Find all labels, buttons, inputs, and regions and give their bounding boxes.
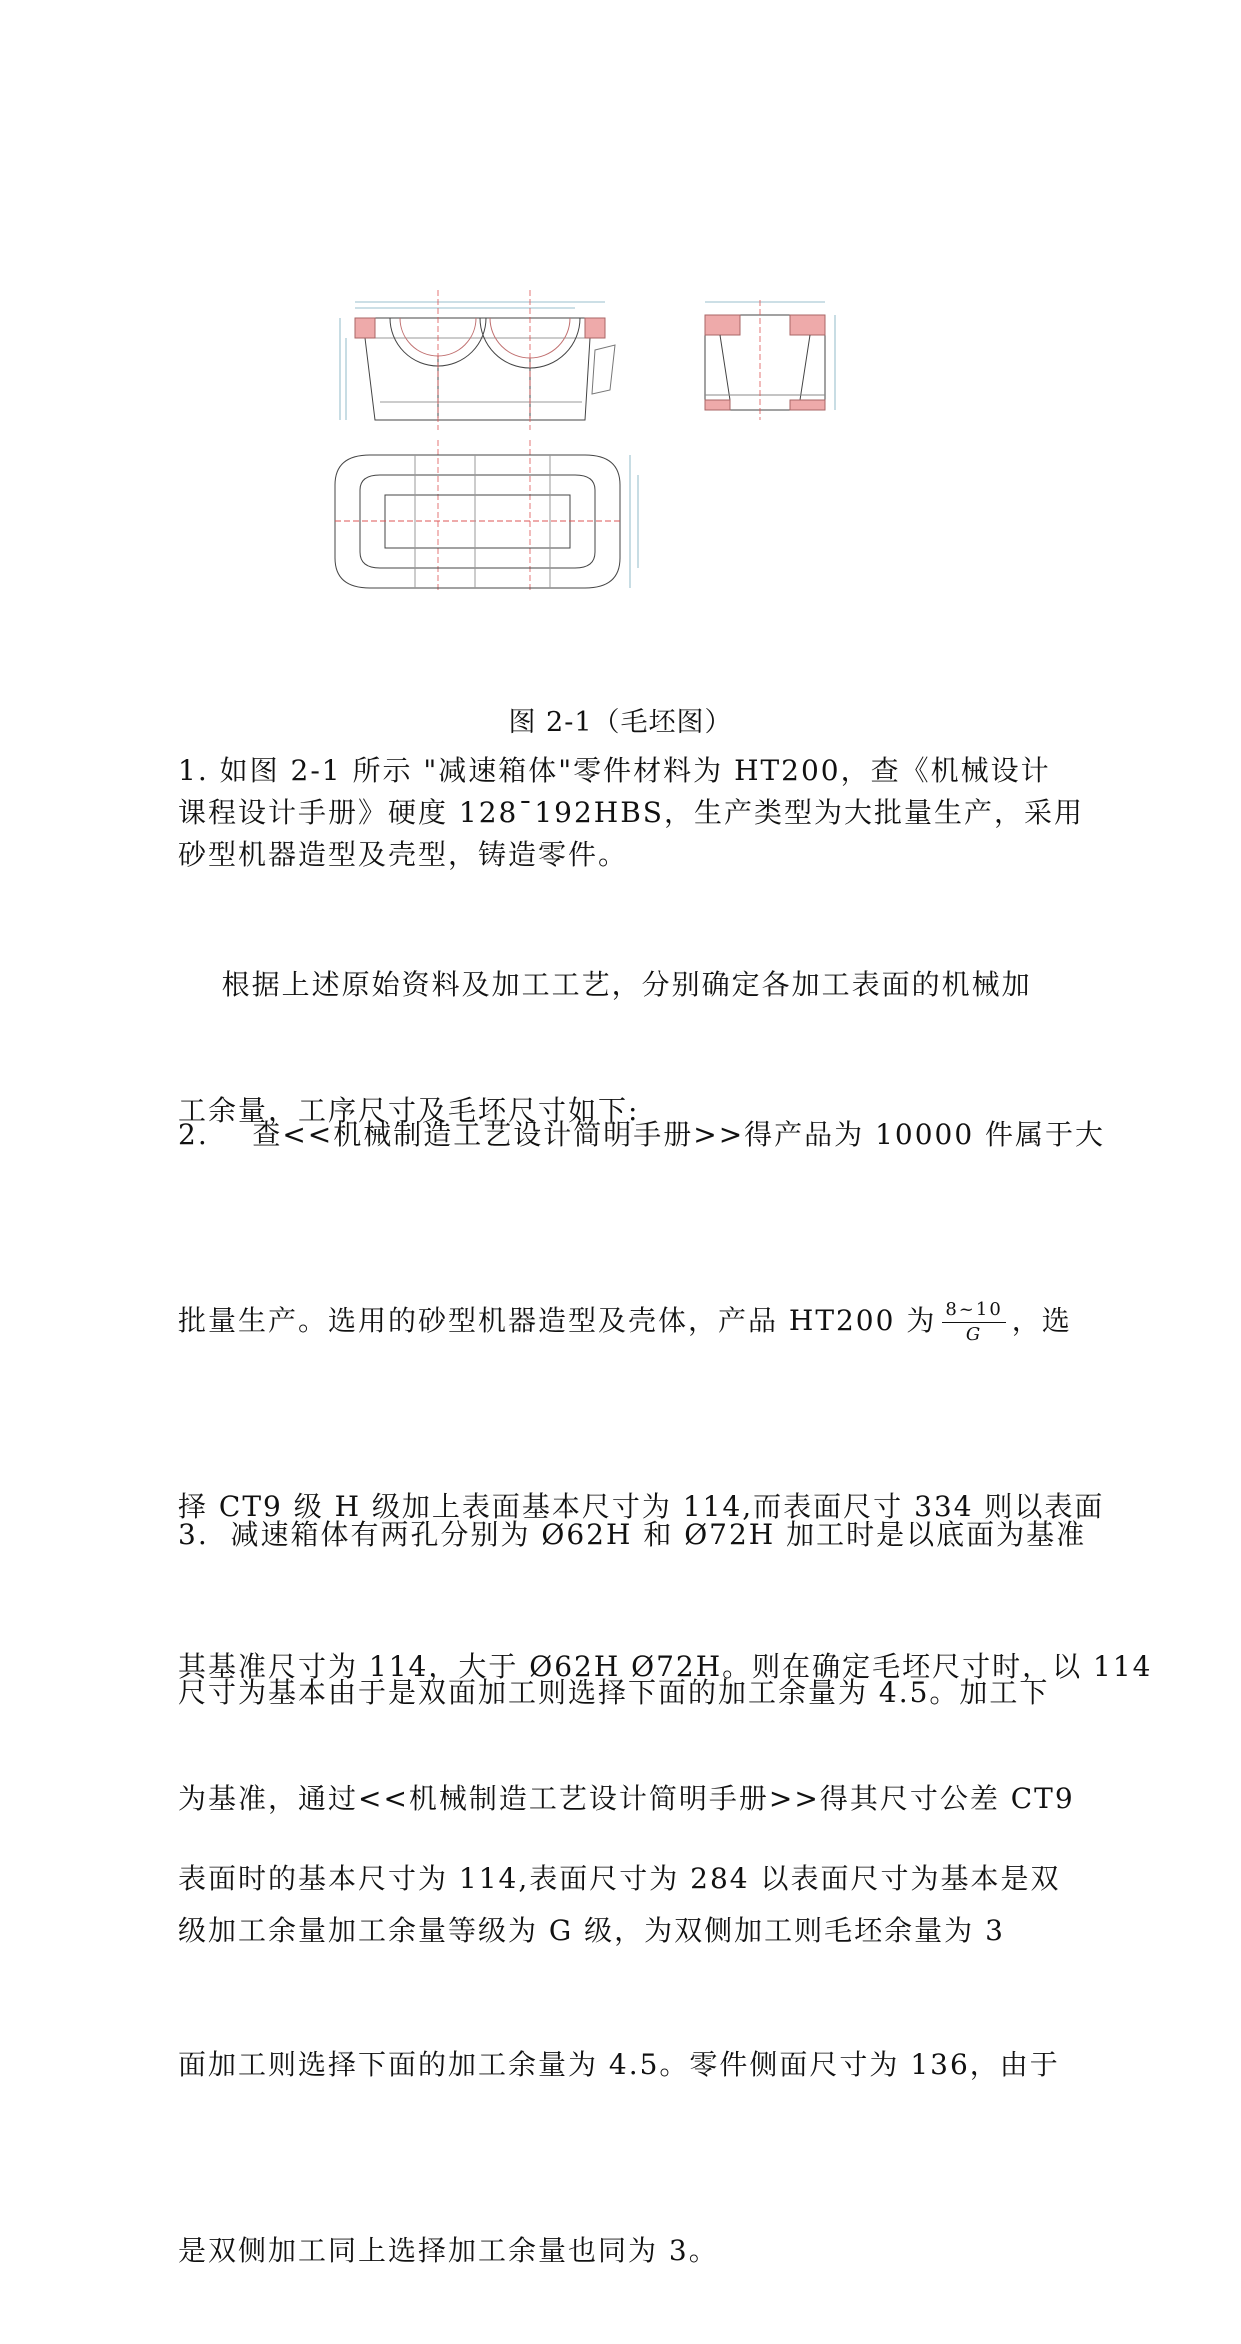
text-segment: ，选 [1011, 1304, 1072, 1337]
text-line: 表面时的基本尺寸为 114,表面尺寸为 284 以表面尺寸为基本是双 [178, 1862, 1061, 1895]
text-line: 砂型机器造型及壳型，铸造零件。 [178, 838, 629, 871]
top-view [335, 455, 620, 588]
side-view [705, 315, 825, 410]
text-line: 级加工余量加工余量等级为 G 级，为双侧加工则毛坯余量为 3 [178, 1914, 1005, 1947]
text-line: 2. 查<<机械制造工艺设计简明手册>>得产品为 10000 件属于大 [178, 1118, 1106, 1151]
text-line-with-fraction [178, 1290, 1128, 1352]
text-segment: 批量生产。选用的砂型机器造型及壳体，产品 HT200 为 [178, 1304, 937, 1337]
text-line: 为基准，通过<<机械制造工艺设计简明手册>>得其尺寸公差 CT9 [178, 1782, 1075, 1815]
blank-drawing [320, 290, 940, 630]
fraction-denominator: G [965, 1324, 983, 1345]
fraction-numerator: 8~10 [942, 1300, 1005, 1323]
figure-caption: 图 2-1（毛坯图） [508, 707, 733, 738]
text-line: 1. 如图 2-1 所示 "减速箱体"零件材料为 HT200，查《机械设计 [178, 754, 1051, 787]
paragraph-1 [178, 750, 1128, 876]
text-line: 工余量，工序尺寸及毛坯尺寸如下: [178, 1094, 640, 1127]
text-line: 3. 减速箱体有两孔分别为 Ø62H 和 Ø72H 加工时是以底面为基准 [178, 1518, 1087, 1551]
fraction [942, 1300, 1005, 1345]
text-line: 其基准尺寸为 114，大于 Ø62H Ø72H。则在确定毛坯尺寸时，以 114 [178, 1650, 1153, 1683]
paragraph-3 [178, 1425, 1153, 1997]
text-line: 是双侧加工同上选择加工余量也同为 3。 [178, 2234, 719, 2267]
text-line: 课程设计手册》硬度 128¯192HBS，生产类型为大批量生产，采用 [178, 796, 1084, 829]
text-line: 面加工则选择下面的加工余量为 4.5。零件侧面尺寸为 136，由于 [178, 2048, 1060, 2081]
text-line: 择 CT9 级 H 级加上表面基本尺寸为 114,而表面尺寸 334 则以表面 [178, 1490, 1105, 1523]
front-view [355, 318, 615, 420]
text-line: 根据上述原始资料及加工工艺，分别确定各加工表面的机械加 [178, 968, 1032, 1001]
text-line: 尺寸为基本由于是双面加工则选择下面的加工余量为 4.5。加工下 [178, 1676, 1050, 1709]
